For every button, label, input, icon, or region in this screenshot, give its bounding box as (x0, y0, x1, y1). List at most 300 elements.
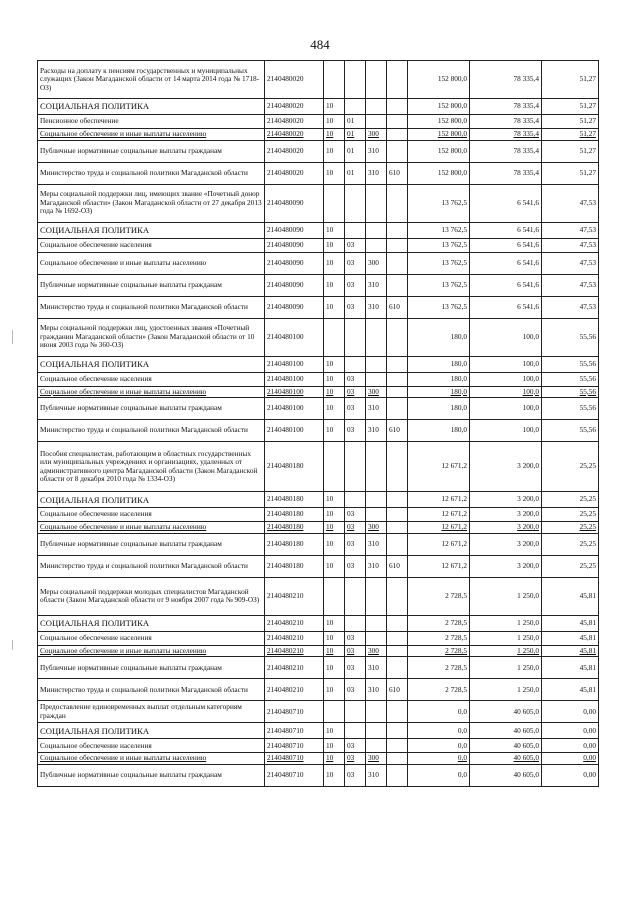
subsection-code: 03 (345, 386, 366, 398)
execution-percent: 0,00 (542, 739, 599, 753)
target-code: 2140480100 (265, 420, 324, 442)
row-name: Социальное обеспечение населения (38, 372, 265, 386)
row-name: Меры социальной поддержки лиц, удостоенных звания «Почетный гражданин Магаданской области» (Закон Магаданской области от 10 июня 2003 года № 360-ОЗ) (38, 318, 265, 356)
administrator-code (387, 61, 408, 99)
section-code: 10 (324, 522, 345, 534)
execution-percent: 55,56 (542, 372, 599, 386)
section-code: 10 (324, 765, 345, 787)
expense-type-code (366, 508, 387, 522)
subsection-code: 01 (345, 162, 366, 184)
section-code: 10 (324, 555, 345, 577)
planned-amount: 2 728,5 (408, 631, 470, 645)
planned-amount: 152 800,0 (408, 115, 470, 129)
expense-type-code (366, 356, 387, 372)
target-code: 2140480090 (265, 222, 324, 238)
expense-type-code: 300 (366, 645, 387, 657)
section-code (324, 318, 345, 356)
expense-type-code: 310 (366, 679, 387, 701)
actual-amount: 1 250,0 (470, 615, 542, 631)
actual-amount: 1 250,0 (470, 679, 542, 701)
expense-type-code (366, 631, 387, 645)
planned-amount: 152 800,0 (408, 162, 470, 184)
actual-amount: 1 250,0 (470, 657, 542, 679)
execution-percent: 25,25 (542, 492, 599, 508)
table-row (38, 508, 599, 522)
section-code (324, 184, 345, 222)
subsection-code: 03 (345, 398, 366, 420)
row-name: Расходы на доплату к пенсиям государственных и муниципальных служащих (Закон Магаданской области от 14 марта 2014 года № 1718-ОЗ) (38, 61, 265, 99)
section-code: 10 (324, 657, 345, 679)
administrator-code (387, 252, 408, 274)
row-name: Пенсионное обеспечение (38, 115, 265, 129)
execution-percent: 45,81 (542, 631, 599, 645)
administrator-code (387, 115, 408, 129)
table-row (38, 296, 599, 318)
planned-amount: 13 762,5 (408, 238, 470, 252)
section-code: 10 (324, 162, 345, 184)
row-name: Публичные нормативные социальные выплаты гражданам (38, 657, 265, 679)
execution-percent: 47,53 (542, 222, 599, 238)
subsection-code (345, 61, 366, 99)
target-code: 2140480090 (265, 296, 324, 318)
target-code: 2140480710 (265, 739, 324, 753)
planned-amount: 12 671,2 (408, 533, 470, 555)
administrator-code: 610 (387, 162, 408, 184)
section-code: 10 (324, 274, 345, 296)
planned-amount: 180,0 (408, 372, 470, 386)
target-code: 2140480210 (265, 645, 324, 657)
section-code: 10 (324, 386, 345, 398)
table-row (38, 318, 599, 356)
planned-amount: 2 728,5 (408, 679, 470, 701)
actual-amount: 78 335,4 (470, 129, 542, 141)
administrator-code (387, 723, 408, 739)
actual-amount: 3 200,0 (470, 522, 542, 534)
section-code: 10 (324, 492, 345, 508)
target-code: 2140480090 (265, 252, 324, 274)
planned-amount: 2 728,5 (408, 645, 470, 657)
planned-amount: 152 800,0 (408, 99, 470, 115)
administrator-code (387, 140, 408, 162)
target-code: 2140480180 (265, 442, 324, 492)
expense-type-code: 310 (366, 555, 387, 577)
actual-amount: 78 335,4 (470, 140, 542, 162)
table-row (38, 701, 599, 723)
row-name: Социальное обеспечение населения (38, 631, 265, 645)
actual-amount: 40 605,0 (470, 723, 542, 739)
section-code: 10 (324, 533, 345, 555)
subsection-code: 03 (345, 645, 366, 657)
administrator-code (387, 645, 408, 657)
execution-percent: 47,53 (542, 238, 599, 252)
expense-type-code: 310 (366, 533, 387, 555)
planned-amount: 0,0 (408, 753, 470, 765)
expense-type-code: 310 (366, 162, 387, 184)
target-code: 2140480210 (265, 657, 324, 679)
administrator-code (387, 753, 408, 765)
target-code: 2140480020 (265, 115, 324, 129)
row-name: Меры социальной поддержки лиц, имеющих звание «Почетный донор Магаданской области» (Закон Магаданской области от 27 декабря 2013 года № 1692-ОЗ) (38, 184, 265, 222)
row-name: Министерство труда и социальной политики Магаданской области (38, 420, 265, 442)
actual-amount: 100,0 (470, 386, 542, 398)
execution-percent: 25,25 (542, 533, 599, 555)
planned-amount: 152 800,0 (408, 129, 470, 141)
planned-amount: 12 671,2 (408, 442, 470, 492)
actual-amount: 100,0 (470, 372, 542, 386)
execution-percent: 45,81 (542, 615, 599, 631)
subsection-code: 03 (345, 679, 366, 701)
target-code: 2140480180 (265, 555, 324, 577)
subsection-code: 01 (345, 129, 366, 141)
subsection-code: 01 (345, 115, 366, 129)
expense-type-code: 310 (366, 398, 387, 420)
section-code: 10 (324, 129, 345, 141)
row-name: Социальное обеспечение и иные выплаты населению (38, 522, 265, 534)
table-row (38, 238, 599, 252)
planned-amount: 13 762,5 (408, 184, 470, 222)
row-name: Министерство труда и социальной политики Магаданской области (38, 679, 265, 701)
execution-percent: 47,53 (542, 252, 599, 274)
execution-percent: 25,25 (542, 508, 599, 522)
section-code: 10 (324, 739, 345, 753)
table-row (38, 615, 599, 631)
section-code: 10 (324, 398, 345, 420)
section-code (324, 61, 345, 99)
row-name: СОЦИАЛЬНАЯ ПОЛИТИКА (38, 222, 265, 238)
target-code: 2140480020 (265, 162, 324, 184)
actual-amount: 40 605,0 (470, 739, 542, 753)
section-code: 10 (324, 645, 345, 657)
subsection-code (345, 99, 366, 115)
execution-percent: 25,25 (542, 555, 599, 577)
subsection-code: 03 (345, 252, 366, 274)
target-code: 2140480100 (265, 386, 324, 398)
expense-type-code: 310 (366, 657, 387, 679)
table-row (38, 679, 599, 701)
actual-amount: 6 541,6 (470, 252, 542, 274)
actual-amount: 78 335,4 (470, 61, 542, 99)
subsection-code: 03 (345, 522, 366, 534)
execution-percent: 55,56 (542, 356, 599, 372)
administrator-code: 610 (387, 296, 408, 318)
expense-type-code: 300 (366, 522, 387, 534)
administrator-code (387, 99, 408, 115)
expense-type-code: 300 (366, 386, 387, 398)
target-code: 2140480180 (265, 492, 324, 508)
expense-type-code: 310 (366, 274, 387, 296)
actual-amount: 78 335,4 (470, 99, 542, 115)
actual-amount: 6 541,6 (470, 238, 542, 252)
actual-amount: 3 200,0 (470, 533, 542, 555)
planned-amount: 0,0 (408, 723, 470, 739)
section-code: 10 (324, 99, 345, 115)
actual-amount: 3 200,0 (470, 508, 542, 522)
target-code: 2140480180 (265, 522, 324, 534)
expense-type-code (366, 318, 387, 356)
actual-amount: 6 541,6 (470, 184, 542, 222)
section-code: 10 (324, 420, 345, 442)
expense-type-code (366, 701, 387, 723)
table-row (38, 739, 599, 753)
planned-amount: 13 762,5 (408, 296, 470, 318)
execution-percent: 51,27 (542, 129, 599, 141)
administrator-code (387, 739, 408, 753)
expense-type-code: 310 (366, 296, 387, 318)
section-code: 10 (324, 508, 345, 522)
planned-amount: 12 671,2 (408, 522, 470, 534)
budget-table (37, 60, 599, 787)
row-name: Министерство труда и социальной политики Магаданской области (38, 555, 265, 577)
table-row (38, 492, 599, 508)
table-body (38, 61, 599, 787)
section-code: 10 (324, 115, 345, 129)
planned-amount: 12 671,2 (408, 555, 470, 577)
execution-percent: 55,56 (542, 318, 599, 356)
subsection-code: 03 (345, 238, 366, 252)
section-code (324, 442, 345, 492)
administrator-code (387, 274, 408, 296)
actual-amount: 1 250,0 (470, 631, 542, 645)
table-row (38, 372, 599, 386)
row-name: Социальное обеспечение и иные выплаты населению (38, 753, 265, 765)
table-row (38, 533, 599, 555)
planned-amount: 0,0 (408, 765, 470, 787)
target-code: 2140480090 (265, 238, 324, 252)
administrator-code (387, 533, 408, 555)
subsection-code: 03 (345, 631, 366, 645)
execution-percent: 51,27 (542, 162, 599, 184)
execution-percent: 47,53 (542, 296, 599, 318)
planned-amount: 0,0 (408, 739, 470, 753)
table-row (38, 657, 599, 679)
actual-amount: 6 541,6 (470, 274, 542, 296)
expense-type-code: 300 (366, 252, 387, 274)
administrator-code (387, 522, 408, 534)
table-row (38, 386, 599, 398)
table-row (38, 577, 599, 615)
expense-type-code (366, 61, 387, 99)
expense-type-code (366, 739, 387, 753)
planned-amount: 13 762,5 (408, 274, 470, 296)
target-code: 2140480020 (265, 61, 324, 99)
subsection-code: 03 (345, 753, 366, 765)
table-row (38, 398, 599, 420)
subsection-code (345, 723, 366, 739)
subsection-code (345, 442, 366, 492)
subsection-code (345, 184, 366, 222)
planned-amount: 180,0 (408, 356, 470, 372)
planned-amount: 13 762,5 (408, 222, 470, 238)
section-code: 10 (324, 615, 345, 631)
subsection-code: 03 (345, 533, 366, 555)
target-code: 2140480020 (265, 129, 324, 141)
execution-percent: 47,53 (542, 184, 599, 222)
target-code: 2140480180 (265, 508, 324, 522)
table-row (38, 162, 599, 184)
subsection-code (345, 356, 366, 372)
actual-amount: 3 200,0 (470, 492, 542, 508)
section-code: 10 (324, 372, 345, 386)
expense-type-code: 300 (366, 129, 387, 141)
subsection-code (345, 577, 366, 615)
planned-amount: 2 728,5 (408, 577, 470, 615)
planned-amount: 180,0 (408, 386, 470, 398)
execution-percent: 25,25 (542, 522, 599, 534)
subsection-code: 03 (345, 372, 366, 386)
row-name: Публичные нормативные социальные выплаты гражданам (38, 140, 265, 162)
row-name: Социальное обеспечение населения (38, 739, 265, 753)
actual-amount: 78 335,4 (470, 162, 542, 184)
target-code: 2140480710 (265, 765, 324, 787)
section-code: 10 (324, 679, 345, 701)
administrator-code (387, 631, 408, 645)
target-code: 2140480210 (265, 631, 324, 645)
administrator-code (387, 372, 408, 386)
actual-amount: 40 605,0 (470, 753, 542, 765)
administrator-code: 610 (387, 679, 408, 701)
table-row (38, 61, 599, 99)
expense-type-code (366, 615, 387, 631)
section-code: 10 (324, 723, 345, 739)
administrator-code (387, 129, 408, 141)
row-name: Публичные нормативные социальные выплаты гражданам (38, 765, 265, 787)
page-number: 484 (310, 37, 330, 52)
section-code: 10 (324, 252, 345, 274)
administrator-code (387, 238, 408, 252)
planned-amount: 13 762,5 (408, 252, 470, 274)
expense-type-code: 300 (366, 753, 387, 765)
row-name: Публичные нормативные социальные выплаты гражданам (38, 274, 265, 296)
subsection-code: 03 (345, 274, 366, 296)
actual-amount: 100,0 (470, 398, 542, 420)
administrator-code (387, 577, 408, 615)
section-code (324, 701, 345, 723)
table-row (38, 222, 599, 238)
row-name: Меры социальной поддержки молодых специалистов Магаданской области (Закон Магаданской области от 9 ноября 2007 года № 909-ОЗ) (38, 577, 265, 615)
table-row (38, 140, 599, 162)
expense-type-code (366, 184, 387, 222)
subsection-code: 01 (345, 140, 366, 162)
row-name: СОЦИАЛЬНАЯ ПОЛИТИКА (38, 615, 265, 631)
subsection-code (345, 318, 366, 356)
expense-type-code: 310 (366, 140, 387, 162)
execution-percent: 51,27 (542, 61, 599, 99)
target-code: 2140480100 (265, 398, 324, 420)
table-row (38, 645, 599, 657)
actual-amount: 40 605,0 (470, 701, 542, 723)
subsection-code: 03 (345, 555, 366, 577)
row-name: Министерство труда и социальной политики Магаданской области (38, 162, 265, 184)
administrator-code (387, 318, 408, 356)
table-row (38, 115, 599, 129)
actual-amount: 6 541,6 (470, 296, 542, 318)
target-code: 2140480180 (265, 533, 324, 555)
scan-edge-mark (12, 640, 13, 650)
section-code: 10 (324, 238, 345, 252)
execution-percent: 0,00 (542, 753, 599, 765)
subsection-code (345, 701, 366, 723)
administrator-code (387, 222, 408, 238)
row-name: Публичные нормативные социальные выплаты гражданам (38, 533, 265, 555)
administrator-code (387, 356, 408, 372)
table-row (38, 252, 599, 274)
execution-percent: 51,27 (542, 99, 599, 115)
table-row (38, 184, 599, 222)
expense-type-code (366, 577, 387, 615)
actual-amount: 100,0 (470, 420, 542, 442)
administrator-code (387, 184, 408, 222)
administrator-code (387, 615, 408, 631)
administrator-code (387, 508, 408, 522)
target-code: 2140480710 (265, 701, 324, 723)
expense-type-code (366, 238, 387, 252)
administrator-code (387, 386, 408, 398)
row-name: Публичные нормативные социальные выплаты гражданам (38, 398, 265, 420)
target-code: 2140480090 (265, 274, 324, 296)
target-code: 2140480210 (265, 615, 324, 631)
execution-percent: 45,81 (542, 577, 599, 615)
row-name: Социальное обеспечение и иные выплаты населению (38, 252, 265, 274)
expense-type-code (366, 442, 387, 492)
expense-type-code (366, 99, 387, 115)
table-row (38, 274, 599, 296)
section-code: 10 (324, 296, 345, 318)
execution-percent: 45,81 (542, 679, 599, 701)
administrator-code: 610 (387, 420, 408, 442)
table-row (38, 723, 599, 739)
row-name: Пособия специалистам, работающим в областных государственных или муниципальных учреждениях и организациях, удаленных от административного центра Магаданской области (Закон Магаданской области от 8 декабря 2010 года № 1334-ОЗ) (38, 442, 265, 492)
actual-amount: 6 541,6 (470, 222, 542, 238)
row-name: Министерство труда и социальной политики Магаданской области (38, 296, 265, 318)
table-row (38, 765, 599, 787)
expense-type-code: 310 (366, 765, 387, 787)
planned-amount: 2 728,5 (408, 657, 470, 679)
subsection-code (345, 222, 366, 238)
actual-amount: 40 605,0 (470, 765, 542, 787)
target-code: 2140480710 (265, 753, 324, 765)
table-row (38, 356, 599, 372)
target-code: 2140480210 (265, 577, 324, 615)
administrator-code (387, 398, 408, 420)
section-code: 10 (324, 753, 345, 765)
actual-amount: 100,0 (470, 356, 542, 372)
administrator-code (387, 442, 408, 492)
target-code: 2140480100 (265, 356, 324, 372)
subsection-code (345, 615, 366, 631)
planned-amount: 12 671,2 (408, 508, 470, 522)
subsection-code: 03 (345, 657, 366, 679)
actual-amount: 78 335,4 (470, 115, 542, 129)
planned-amount: 152 800,0 (408, 140, 470, 162)
administrator-code (387, 765, 408, 787)
subsection-code: 03 (345, 739, 366, 753)
actual-amount: 100,0 (470, 318, 542, 356)
planned-amount: 12 671,2 (408, 492, 470, 508)
execution-percent: 55,56 (542, 386, 599, 398)
execution-percent: 0,00 (542, 723, 599, 739)
expense-type-code (366, 492, 387, 508)
target-code: 2140480020 (265, 99, 324, 115)
administrator-code: 610 (387, 555, 408, 577)
expense-type-code (366, 372, 387, 386)
subsection-code (345, 492, 366, 508)
planned-amount: 180,0 (408, 398, 470, 420)
execution-percent: 51,27 (542, 140, 599, 162)
administrator-code (387, 657, 408, 679)
row-name: СОЦИАЛЬНАЯ ПОЛИТИКА (38, 492, 265, 508)
execution-percent: 45,81 (542, 657, 599, 679)
table-row (38, 753, 599, 765)
